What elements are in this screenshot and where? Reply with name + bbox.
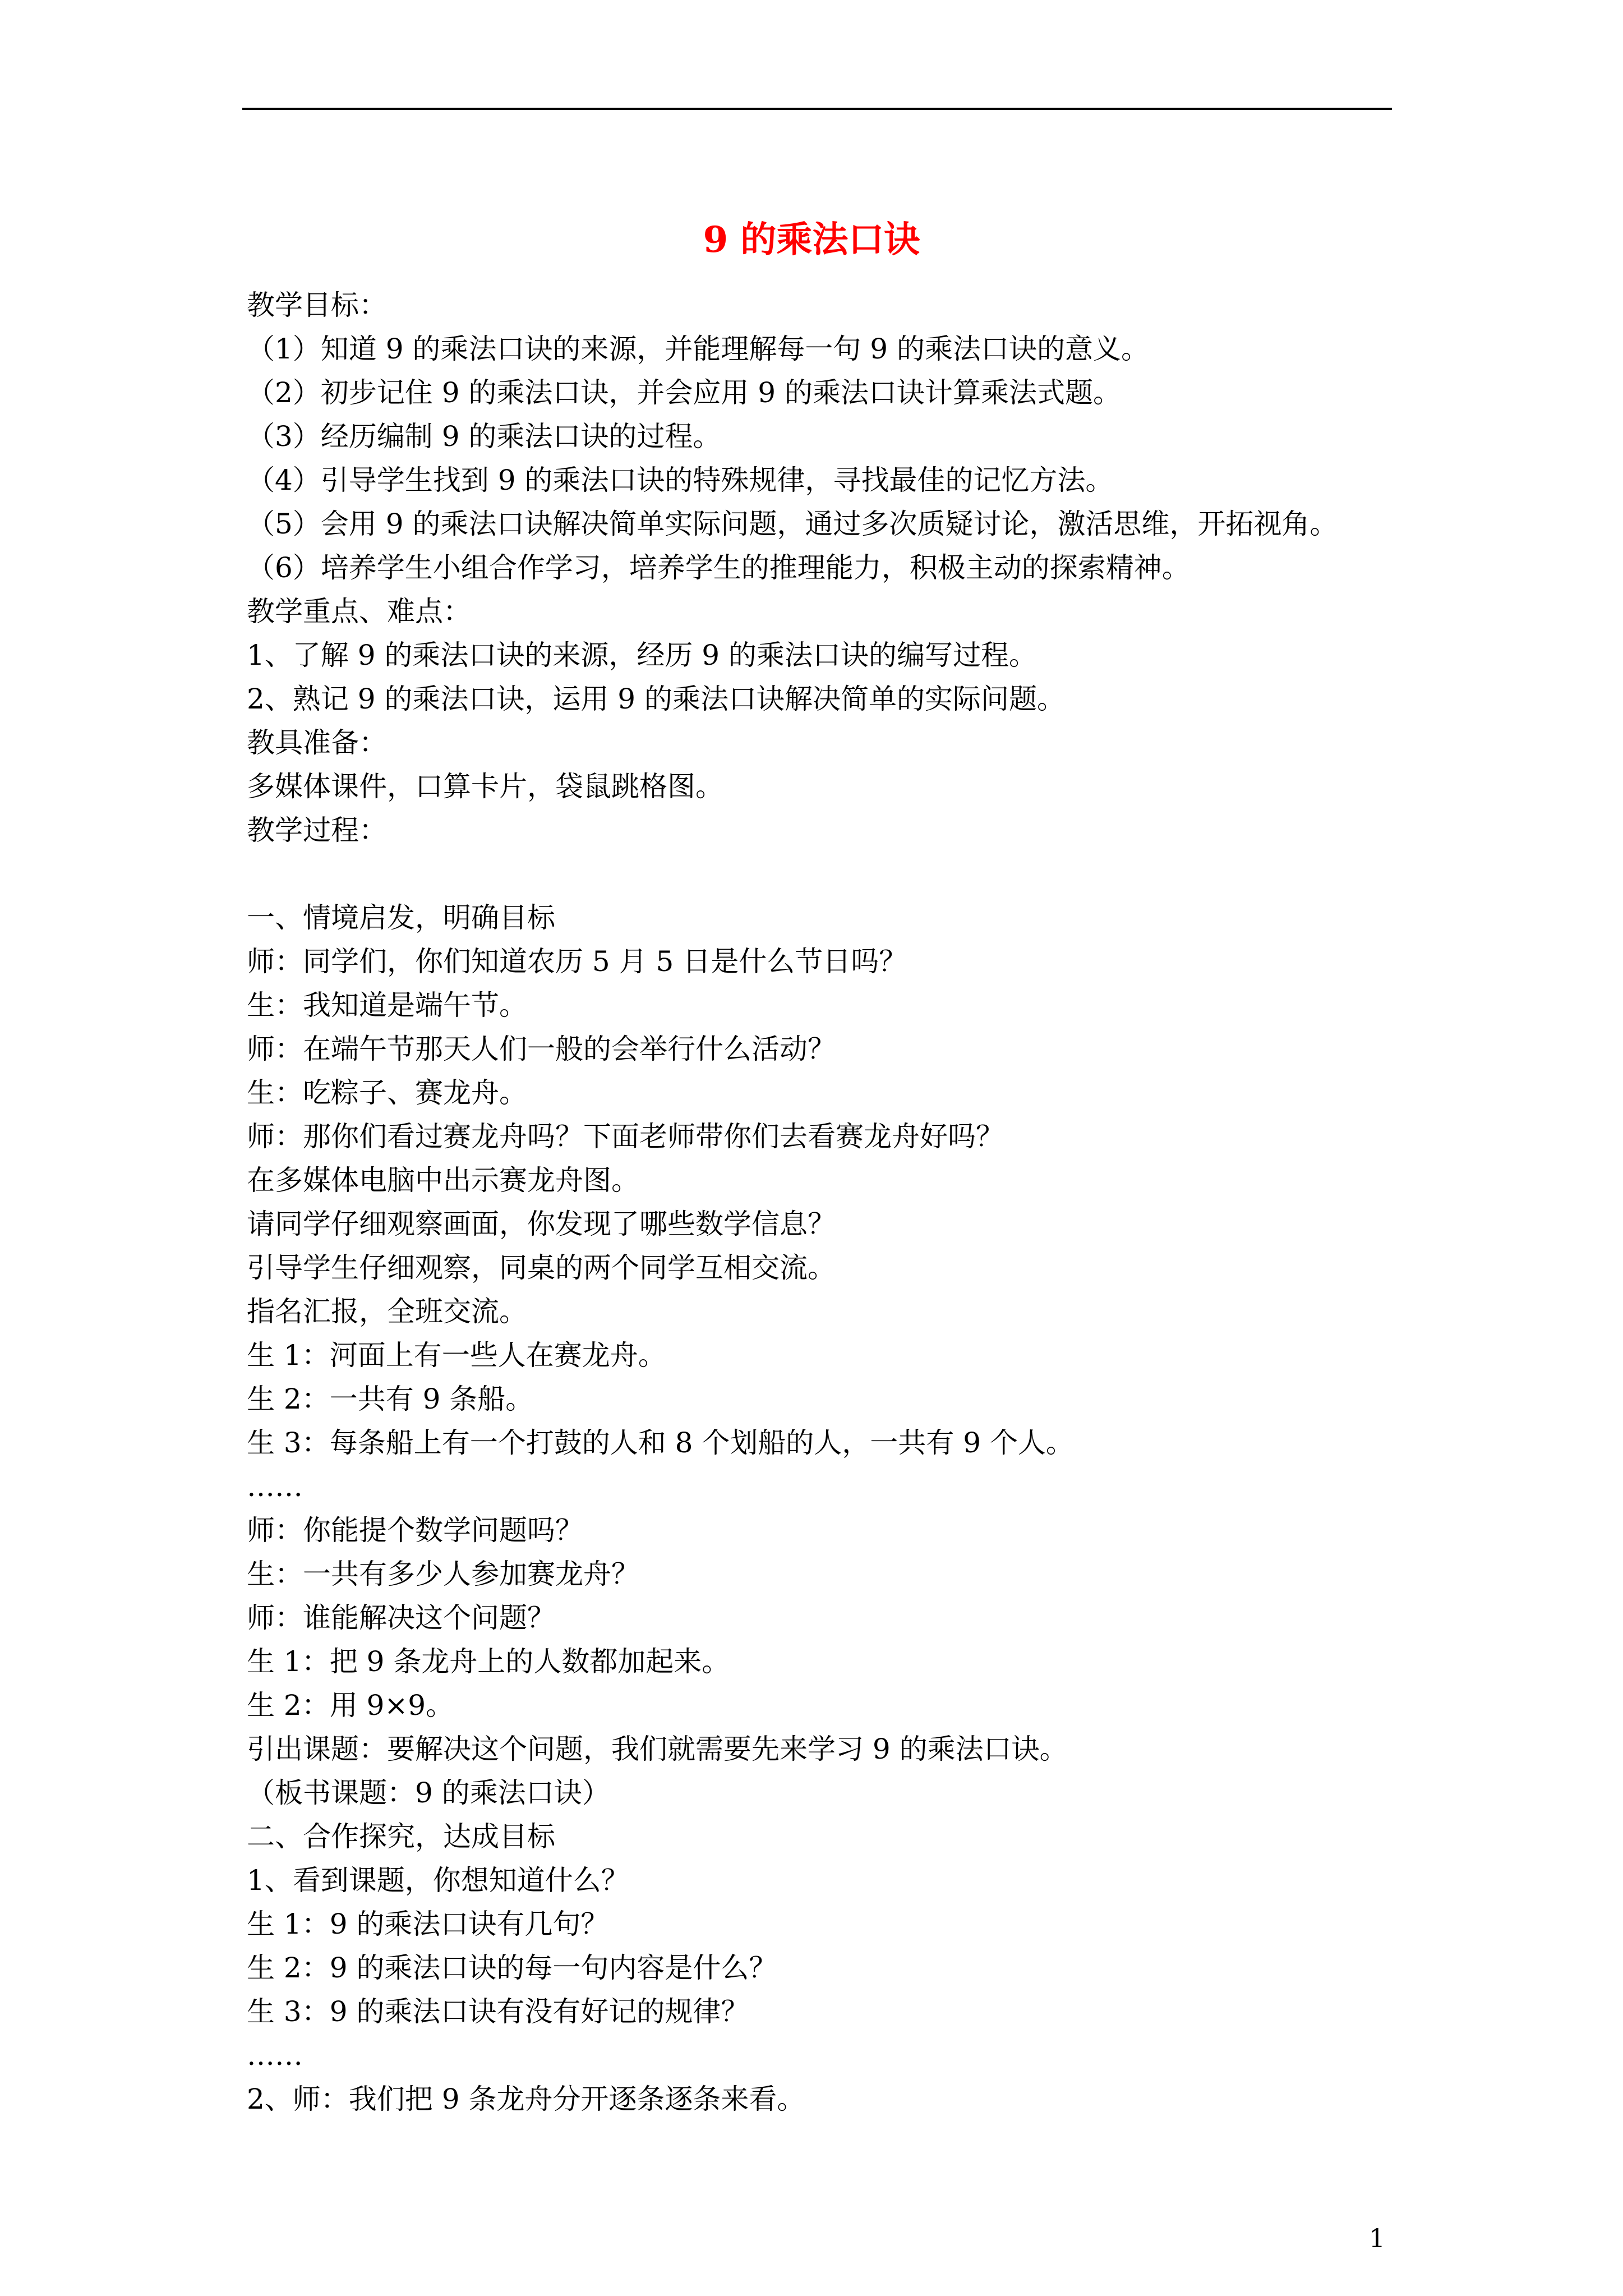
text-line: 生 2：用 9×9。: [247, 1689, 454, 1722]
text-line: 2、熟记 9 的乘法口诀，运用 9 的乘法口诀解决简单的实际问题。: [247, 683, 1066, 715]
text-line: （板书课题：9 的乘法口诀）: [247, 1777, 610, 1809]
text-line: 生 1：把 9 条龙舟上的人数都加起来。: [247, 1645, 730, 1678]
text-line: 引出课题：要解决这个问题，我们就需要先来学习 9 的乘法口诀。: [247, 1733, 1068, 1765]
text-line: 指名汇报，全班交流。: [247, 1295, 527, 1328]
text-line: （4）引导学生找到 9 的乘法口诀的特殊规律，寻找最佳的记忆方法。: [247, 464, 1114, 496]
text-line: 在多媒体电脑中出示赛龙舟图。: [247, 1164, 639, 1197]
text-line: （5）会用 9 的乘法口诀解决简单实际问题，通过多次质疑讨论，激活思维，开拓视角。: [247, 508, 1338, 540]
text-line: 生：我知道是端午节。: [247, 989, 527, 1022]
text-line: 多媒体课件，口算卡片，袋鼠跳格图。: [247, 770, 723, 803]
text-line: 教学过程：: [247, 814, 387, 846]
page-title: 9 的乘法口诀: [703, 219, 920, 261]
text-line: 引导学生仔细观察，同桌的两个同学互相交流。: [247, 1251, 836, 1284]
text-line: 教具准备：: [247, 726, 387, 759]
text-line: 二、合作探究，达成目标: [247, 1820, 555, 1853]
header-rule: [242, 108, 1392, 110]
text-line: 请同学仔细观察画面，你发现了哪些数学信息？: [247, 1208, 836, 1240]
text-line: （2）初步记住 9 的乘法口诀，并会应用 9 的乘法口诀计算乘法式题。: [247, 376, 1122, 409]
text-line: 师：你能提个数学问题吗？: [247, 1514, 583, 1547]
page-number: 1: [1368, 2223, 1385, 2253]
text-line: （3）经历编制 9 的乘法口诀的过程。: [247, 420, 721, 453]
text-line: 1、了解 9 的乘法口诀的来源，经历 9 的乘法口诀的编写过程。: [247, 639, 1038, 671]
text-line: 1、看到课题，你想知道什么？: [247, 1864, 629, 1897]
text-line: 一、情境启发，明确目标: [247, 901, 555, 934]
text-line: 生 1：9 的乘法口诀有几句？: [247, 1908, 609, 1940]
blank-line: [247, 852, 1402, 896]
text-line: ……: [247, 2039, 303, 2072]
text-line: 生 2：9 的乘法口诀的每一句内容是什么？: [247, 1952, 777, 1984]
text-line: 生 2：一共有 9 条船。: [247, 1383, 534, 1415]
text-line: （1）知道 9 的乘法口诀的来源，并能理解每一句 9 的乘法口诀的意义。: [247, 333, 1150, 365]
text-line: 教学重点、难点：: [247, 595, 471, 628]
text-line: （6）培养学生小组合作学习，培养学生的推理能力，积极主动的探索精神。: [247, 551, 1190, 584]
document-body: [247, 283, 1402, 2121]
text-line: 师：那你们看过赛龙舟吗？下面老师带你们去看赛龙舟好吗？: [247, 1120, 1004, 1153]
text-line: 生 1：河面上有一些人在赛龙舟。: [247, 1339, 666, 1372]
text-line: 师：谁能解决这个问题？: [247, 1602, 555, 1634]
text-line: 生：吃粽子、赛龙舟。: [247, 1076, 527, 1109]
text-line: 生 3：9 的乘法口诀有没有好记的规律？: [247, 1995, 749, 2028]
text-line: 师：同学们，你们知道农历 5 月 5 日是什么节日吗？: [247, 945, 907, 978]
text-line: 生 3：每条船上有一个打鼓的人和 8 个划船的人，一共有 9 个人。: [247, 1427, 1074, 1459]
text-line: ……: [247, 1470, 303, 1503]
text-line: 师：在端午节那天人们一般的会举行什么活动？: [247, 1033, 836, 1065]
text-line: 生：一共有多少人参加赛龙舟？: [247, 1558, 639, 1590]
text-line: 教学目标：: [247, 289, 387, 321]
text-line: 2、师：我们把 9 条龙舟分开逐条逐条来看。: [247, 2083, 805, 2115]
